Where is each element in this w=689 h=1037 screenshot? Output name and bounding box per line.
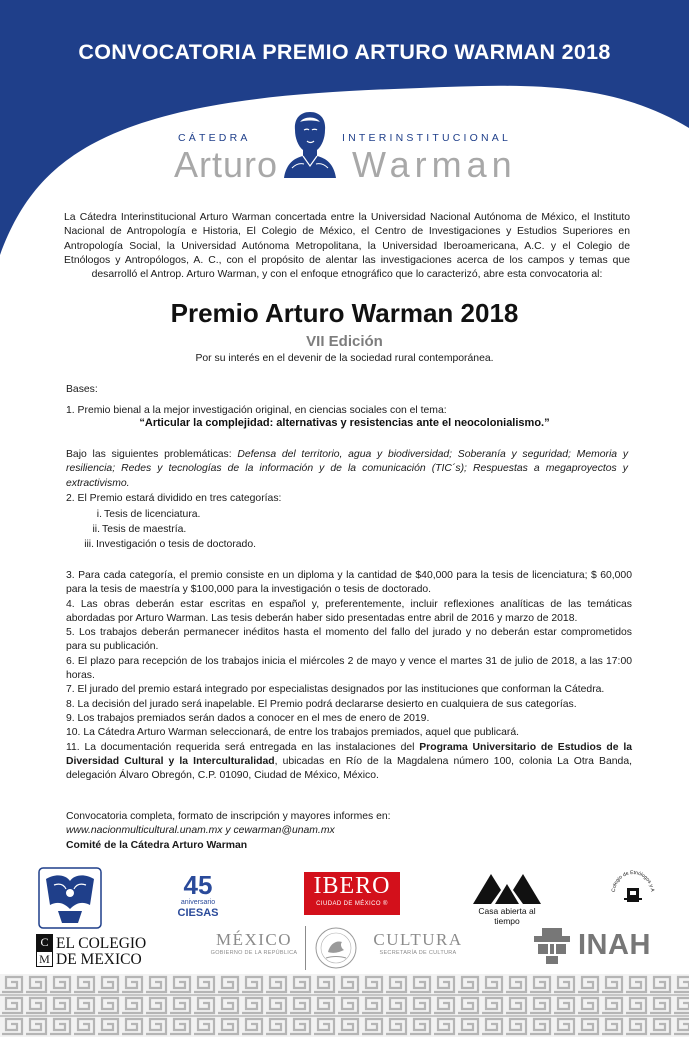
category-label: Tesis de maestría. <box>102 524 187 535</box>
colmex-mark <box>36 934 53 967</box>
logo-divider <box>305 926 306 970</box>
prize-subtitle: Por su interés en el devenir de la sociedad rural contemporánea. <box>195 353 494 364</box>
inah-logo <box>530 926 660 966</box>
base-item-11-program: Programa Universitario de Estudios de la Diversidad Cultural y la Interculturalidad <box>66 741 632 767</box>
category-item <box>66 507 256 522</box>
ciesas-logo <box>168 870 228 922</box>
ciesas-number: 45 <box>183 870 213 900</box>
mexico-subtitle: GOBIERNO DE LA REPÚBLICA <box>210 950 298 956</box>
ciesas-name: CIESAS <box>177 907 219 919</box>
base-items-3-to-11 <box>66 569 632 783</box>
base-item-8: 8. La decisión del jurado será inapelable. El Premio podrá declararse desierto en cualquiera de sus categorías. <box>66 698 577 710</box>
contact-block <box>66 810 632 853</box>
logo-catedra-word: CÁTEDRA <box>178 132 251 144</box>
colmex-logo <box>36 934 166 968</box>
category-label: Tesis de licenciatura. <box>104 509 201 520</box>
problematics-intro: Bajo las siguientes problemáticas: <box>66 449 238 460</box>
base-item-11-start: 11. La documentación requerida será entregada en las instalaciones del <box>66 741 420 753</box>
escudo-nacional-icon <box>314 926 358 970</box>
colegio-etnologos-name: Colegio de Etnólogos y A <box>610 869 656 893</box>
committee-signature: Comité de la Cátedra Arturo Warman <box>66 839 248 851</box>
arturo-warman-portrait <box>282 108 338 184</box>
category-item <box>66 537 256 552</box>
cultura-word: CULTURA <box>373 930 463 949</box>
greca-border <box>0 974 689 1037</box>
logo-arturo-word: Arturo <box>174 144 279 185</box>
logo-interinstitucional-word: INTERINSTITUCIONAL <box>342 132 512 144</box>
base-item-7: 7. El jurado del premio estará integrado por especialistas designados por las instituciones que conforman la Cátedra. <box>66 684 605 696</box>
unam-logo <box>36 865 104 931</box>
category-number: iii. <box>84 539 94 550</box>
ibero-subtitle: CIUDAD DE MÉXICO ® <box>316 901 388 907</box>
colmex-line2: DE MEXICO <box>56 951 142 968</box>
prize-edition: VII Edición <box>306 333 383 350</box>
base-item-6: 6. El plazo para recepción de los trabajos inicia el miércoles 2 de mayo y vence el martes 31 de julio de 2018, a las 17:00 horas. <box>66 655 632 682</box>
base-item-1-theme: “Articular la complejidad: alternativas y resistencias ante el neocolonialismo.” <box>139 417 550 429</box>
base-item-2: 2. El Premio estará dividido en tres categorías: <box>66 493 282 504</box>
bases-label: Bases: <box>66 384 98 395</box>
gobierno-mexico-logo <box>204 930 304 966</box>
inah-glyph-icon <box>530 926 574 966</box>
ciesas-anniversary: aniversario <box>180 899 216 906</box>
base-item-5: 5. Los trabajos deberán permanecer inéditos hasta el momento del fallo del jurado y no deberán estar comprometidos para su publicación. <box>66 627 632 653</box>
category-item <box>66 522 256 537</box>
ibero-word: IBERO <box>313 873 391 899</box>
prize-title: Premio Arturo Warman 2018 <box>170 298 519 328</box>
category-number: ii. <box>92 524 100 535</box>
inah-word: INAH <box>578 929 651 961</box>
colmex-mark-m: M <box>37 951 52 967</box>
contact-urls[interactable]: www.nacionmulticultural.unam.mx y cewarman@unam.mx <box>66 825 335 837</box>
catedra-logo <box>170 108 520 186</box>
problematics-paragraph <box>66 448 628 491</box>
category-number: i. <box>96 509 102 520</box>
colmex-mark-c: C <box>37 935 52 951</box>
uam-logo <box>467 870 547 926</box>
base-item-10: 10. La Cátedra Arturo Warman seleccionará, de entre los trabajos premiados, aquel que publicará. <box>66 727 520 739</box>
contact-text: Convocatoria completa, formato de inscripción y mayores informes en: <box>66 811 391 822</box>
colegio-etnologos-logo <box>607 866 659 918</box>
uam-subtitle: Casa abierta al tiempo <box>478 906 536 926</box>
secretaria-cultura-logo <box>366 930 470 966</box>
colmex-line1: EL COLEGIO <box>56 935 147 952</box>
base-item-11 <box>66 741 632 784</box>
cultura-subtitle: SECRETARÍA DE CULTURA <box>379 950 457 956</box>
base-item-9: 9. Los trabajos premiados serán dados a conocer en el mes de enero de 2019. <box>66 712 430 724</box>
uam-mark-icon <box>467 870 547 906</box>
category-label: Investigación o tesis de doctorado. <box>96 539 256 550</box>
ibero-logo <box>304 872 400 915</box>
categories-list <box>66 507 256 552</box>
base-item-4: 4. Las obras deberán estar escritas en español y, preferentemente, incluir reflexiones analíticas de las temáticas abordadas por Arturo Warman. Las tesis deberán haber sido presentadas entre abril de 2016 y marzo de 2018. <box>66 598 632 624</box>
intro-paragraph: La Cátedra Interinstitucional Arturo Warman concertada entre la Universidad Nacional Autónoma de México, el Instituto Nacional de Antropología e Historia, El Colegio de México, el Centro de Investigaciones y Estudios Superiores en Antropología Social, la Universidad Autónoma Metropolitana, la Universidad Iberoamericana, A.C. y el Colegio de Etnólogos y Antropólogos, A. C., con el propósito de alentar las investigaciones acerca de los campos y temas que desarrolló el Antrop. Arturo Warman, y con el enfoque etnográfico que lo caracterizó, abre esta convocatoria al: <box>64 212 630 281</box>
header-title: CONVOCATORIA PREMIO ARTURO WARMAN 2018 <box>78 40 611 64</box>
base-item-11-end: , ubicadas en Río de la Magdalena número 100, colonia La Otra Banda, delegación Álvaro Obregón, C.P. 01090, Ciudad de México, México. <box>66 755 632 782</box>
base-item-1: 1. Premio bienal a la mejor investigación original, en ciencias sociales con el tema: <box>66 405 447 416</box>
problematics-list: Defensa del territorio, agua y biodiversidad; Soberanía y seguridad; Memoria y resiliencia; Redes y tecnologías de la información y de la comunicación (TIC´s); Respuestas a megaproyectos y extractivismo. <box>66 449 629 489</box>
mexico-word: MÉXICO <box>215 930 293 949</box>
logo-warman-word: Warman <box>352 144 517 185</box>
base-item-3: 3. Para cada categoría, el premio consiste en un diploma y la cantidad de $40,000 para la tesis de licenciatura; $ 60,000 para la tesis de maestría y $100,000 para la investigación o tesis de doctorado. <box>66 570 632 596</box>
